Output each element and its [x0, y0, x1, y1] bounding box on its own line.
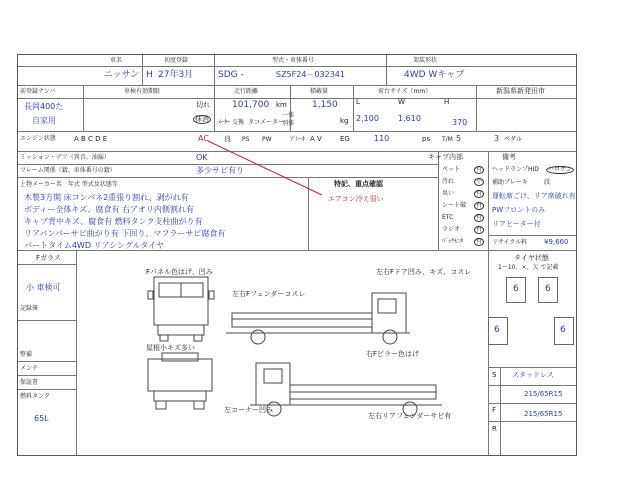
- upper-note-4: リアバンパーサビ曲がり有 下回り、マフラーサビ腐食有: [24, 229, 226, 238]
- aux-brake-label: 補助ブレーキ: [492, 179, 528, 186]
- bed-width: 1,610: [398, 114, 421, 123]
- remark-2: PWフロントのみ: [492, 206, 546, 214]
- cab-mark-smell: 有: [476, 190, 483, 197]
- remarks-label: 備考: [502, 153, 516, 161]
- tire-rear-right: 6: [560, 325, 566, 335]
- upper-note-5: パートタイム4WD リアシングルタイヤ: [24, 241, 165, 250]
- other-meter: タコメーター: [248, 119, 285, 126]
- cab-mark-pet: 有: [476, 166, 483, 173]
- location: 新潟県新発田市: [496, 87, 545, 95]
- maker-value: ニッサン: [104, 70, 140, 80]
- chassis-number: SZ5F24－032341: [276, 70, 345, 79]
- upper-label: 上物メーカー名 年式 型式及状態等: [20, 181, 118, 188]
- plate-usage: 自家用: [32, 116, 56, 125]
- tm-speed: 5: [456, 134, 462, 143]
- tire-scale: 1〜10、×、欠 で記載: [498, 264, 559, 271]
- glass-value: 小 車検可: [26, 283, 61, 292]
- bed-height-label: H: [444, 98, 450, 106]
- remark-1: 運転席ごけ、リア席破れ有: [492, 192, 576, 200]
- cab-label: キャブ内部: [428, 153, 463, 161]
- tire-rear-left: 6: [494, 325, 500, 335]
- cab-item-radio: ラジオ: [442, 226, 461, 233]
- first-reg-value: 27年3月: [158, 70, 194, 80]
- cab-mark-seat: 有: [476, 202, 483, 209]
- tire-title: タイヤ状態: [514, 254, 549, 262]
- glass-label: Fガラス: [36, 254, 61, 262]
- fuel-value: 65L: [34, 414, 49, 423]
- pedal-label: ペダル: [504, 136, 523, 143]
- special-note: エアコン冷え弱い: [328, 195, 384, 203]
- recycle-label: リサイクル料: [492, 239, 528, 246]
- warranty-label: 保証書: [20, 379, 39, 386]
- engine-label: エンジン状態: [20, 135, 56, 142]
- mileage-label: 走行距離: [234, 88, 259, 95]
- engine-good: 良: [224, 135, 231, 143]
- truck-diagram: [18, 55, 578, 457]
- bed-length: 2,100: [356, 114, 379, 123]
- halogen-label: ハロゲン: [548, 166, 572, 173]
- alt-unit-1: 一体: [282, 112, 295, 119]
- annotation-front-panel: Fパネル色はげ、凹み: [146, 268, 213, 276]
- body-label: 架装形状: [413, 57, 438, 64]
- annotation-front-doors: 左右Fドア凹み、キズ、コスレ: [376, 268, 472, 276]
- truck-front-view: [148, 277, 214, 341]
- cab-item-pet: ペット: [442, 166, 461, 173]
- displacement: 110: [374, 134, 390, 143]
- annotation-rear-fender: 左右リアフェンダーサビ有: [368, 412, 452, 420]
- grade-value: H: [146, 70, 153, 80]
- annotation-corner: 左コーナー凹み: [224, 406, 273, 414]
- bed-height: 370: [452, 118, 468, 127]
- brake-grades: A V: [310, 135, 322, 143]
- eg-label: EG: [340, 135, 350, 143]
- cab-mark-etc: 有: [476, 214, 483, 221]
- upper-note-3: キャブ背中キズ、腐食有 燃料タンク支柱曲がり有: [24, 217, 203, 226]
- erased-label: 抹消: [195, 115, 209, 123]
- cab-item-seat: シート破: [442, 202, 467, 209]
- frame-label: フレーム関係（錆、車体番号の錆）: [20, 167, 116, 174]
- model-code: SDG -: [218, 70, 244, 80]
- load-label: 積載量: [310, 88, 329, 95]
- truck-left-side-view: [226, 290, 410, 344]
- inspection-label: 車検有効期限: [124, 88, 161, 95]
- bed-label: 荷台サイズ（mm）: [378, 88, 432, 95]
- service-label: 整備: [20, 351, 33, 358]
- ac-pointer-line: [208, 141, 322, 195]
- ps-unit: ps: [422, 135, 431, 143]
- truck-rear-view: [148, 353, 212, 409]
- cab-mark-dirt: 小: [476, 178, 483, 185]
- annotation-front-fender: 左右Fフェンダーコスレ: [232, 290, 306, 298]
- cab-item-etc: ETC: [442, 214, 454, 221]
- front-tire-size: 215/65R15: [524, 390, 563, 398]
- ps-label: PS: [242, 136, 250, 143]
- body-type: 4WD Wキャブ: [404, 70, 465, 80]
- engine-grades: A B C D E: [74, 135, 108, 143]
- brake-label: ﾌﾞﾚｰｷ: [290, 136, 306, 143]
- cab-item-monitor: ﾊﾞｯｸﾓﾆﾀ: [442, 238, 464, 245]
- model-label: 型式・車体番号: [272, 57, 315, 64]
- maint-label: メンテ: [20, 365, 39, 372]
- annotation-pillar: 右Fピラー色はげ: [366, 350, 420, 358]
- tire-r-label: R: [492, 425, 497, 433]
- alt-unit-2: 別体: [282, 120, 295, 127]
- inspection-sheet: [17, 54, 577, 456]
- bed-width-label: W: [398, 98, 405, 106]
- records-label: 記録簿: [20, 305, 39, 312]
- mission-value: OK: [196, 153, 208, 162]
- tire-front-left: 6: [513, 284, 519, 294]
- bed-length-label: L: [356, 98, 360, 106]
- first-reg-label: 初度登録: [164, 57, 189, 64]
- hid-label: HID: [528, 166, 539, 173]
- annotation-roof: 屋根小キズ多い: [146, 344, 195, 352]
- pedal-count: 3: [494, 134, 500, 143]
- frame-value: 多少サビ有り: [196, 166, 244, 175]
- tire-s-label: S: [492, 371, 497, 379]
- expired-label: 切れ: [196, 101, 210, 109]
- meter-note-1: ﾒｰﾀｰ: [218, 119, 231, 126]
- mileage-unit: km: [276, 101, 287, 109]
- pw-label: PW: [262, 136, 272, 143]
- tire-front-right: 6: [545, 284, 551, 294]
- tm-label: T/M: [442, 136, 453, 143]
- maker-label: 車名: [110, 57, 123, 64]
- recycle-value: ¥9,660: [544, 238, 569, 246]
- upper-note-2: ボディー全体キズ、腐食有 右アオリ内側割れ有: [24, 205, 194, 214]
- load-unit: kg: [340, 117, 349, 125]
- remark-3: リアヒーター付: [492, 220, 541, 228]
- upper-note-1: 木製3方開 床コンパネ2重張り割れ、剥がれ有: [24, 193, 189, 202]
- ac-note: AC: [198, 134, 209, 143]
- plate-label: 前登録ナンバ: [20, 88, 56, 95]
- mileage-value: 101,700: [232, 100, 270, 110]
- aux-brake-value: 段: [544, 179, 551, 186]
- tire-f-label: F: [492, 406, 497, 414]
- cab-item-smell: 臭い: [442, 190, 455, 197]
- truck-right-side-view: [250, 363, 442, 416]
- cab-mark-radio: 有: [476, 226, 483, 233]
- plate-value: 長岡400た: [24, 102, 64, 111]
- meter-note-2: 交換: [232, 119, 245, 126]
- fuel-label: 燃料タンク: [20, 393, 50, 400]
- special-label: 特記、重点確認: [334, 180, 383, 188]
- mission-label: ミッション・デフ（異音、油漏）: [20, 154, 110, 161]
- rear-tire-size: 215/65R15: [524, 410, 563, 418]
- load-value: 1,150: [312, 100, 338, 110]
- headlamp-label: ヘッドランプ: [492, 166, 529, 173]
- studless-label: スタッドレス: [512, 371, 554, 379]
- cab-item-dirt: 汚れ: [442, 178, 455, 185]
- cab-mark-monitor: 有: [476, 238, 483, 245]
